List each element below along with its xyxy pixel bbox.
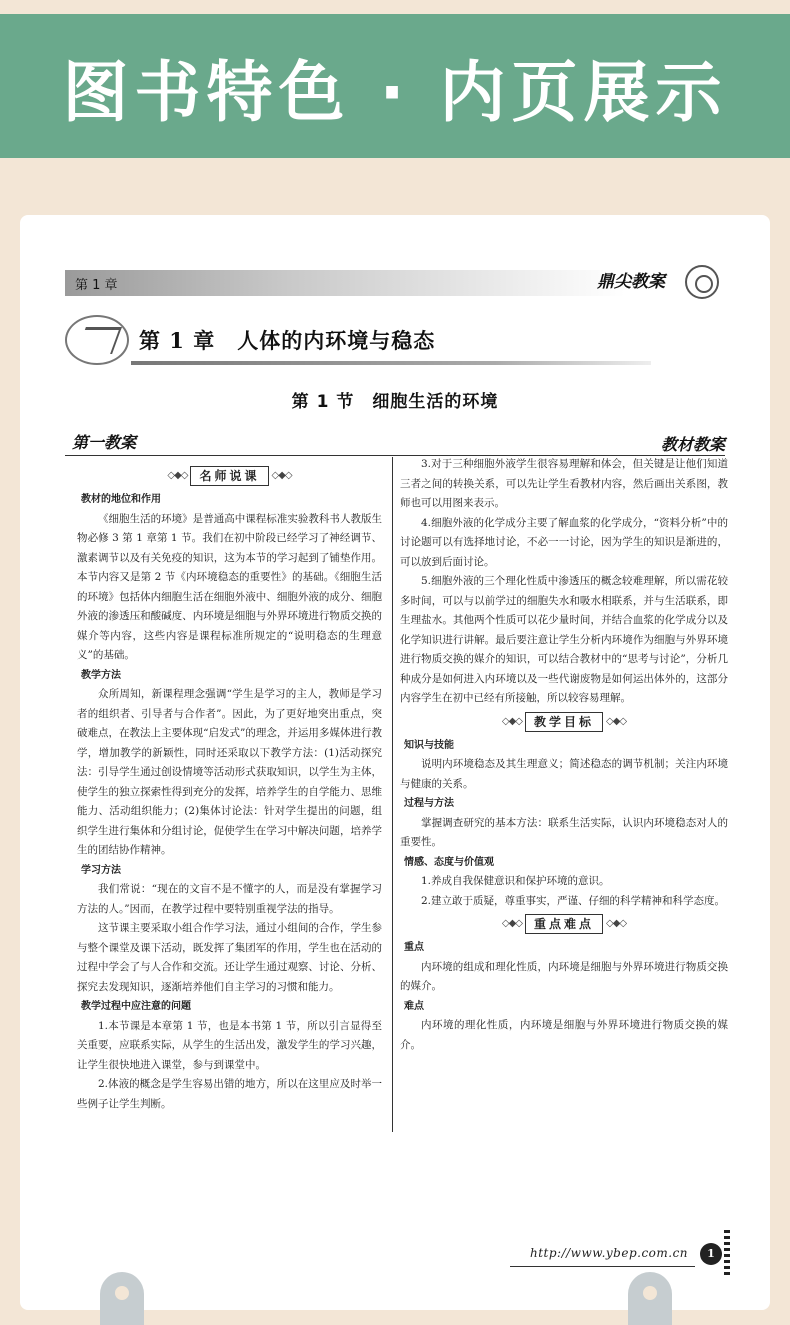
binder-ring-right: [628, 1272, 672, 1325]
paragraph: 3.对于三种细胞外液学生很容易理解和体会，但关键是让他们知道三者之间的转换关系，可以先让学生看教材内容，然后画出关系图，教师也可以用图来表示。: [400, 458, 728, 509]
subheading: 难点: [404, 1000, 424, 1012]
subheading: 教材的地位和作用: [81, 494, 161, 505]
subheading: 知识与技能: [404, 739, 454, 751]
paragraph: 《细胞生活的环境》是普通高中课程标准实验教科书人教版生物必修 3 第 1 章第 1 节。我们在初中阶段已经学习了神经调节、激素调节以及有关免疫的知识，这为本节的学习起到了铺垫作用。本节内容又是第 2 节《内环境稳态的重要性》的基础。《细胞生活的环境》包括体内细胞生活在细胞外液中、细胞外液的成分、细胞外液的渗透压和酸碱度、内环境是细胞与外界环境进行物质交换的媒介等内容，这些内容是课程标准所规定的“说明稳态的生理意义”的基础。: [77, 512, 382, 661]
paragraph: 1.本节课是本章第 1 节，也是本书第 1 节，所以引言显得至关重要，应联系实际，从学生的生活出发，激发学生的学习兴趣，让学生很快地进入课堂，参与到课堂中。: [77, 1019, 382, 1071]
paragraph: 这节课主要采取小组合作学习法，通过小组间的合作，学生参与整个课堂及课下活动，既发挥了集团军的作用，学生也在活动的过程中学会了与人合作和交流。还让学生通过观察、讨论、分析、探究去发现知识，逐渐培养他们自主学习的习惯和能力。: [77, 922, 382, 993]
paragraph: 掌握调查研究的基本方法：联系生活实际，认识内环境稳态对人的重要性。: [400, 816, 728, 848]
ornament-icon: ◇◆◇: [606, 918, 627, 930]
paragraph: 2.建立敢于质疑，尊重事实，严谨、仔细的科学精神和科学态度。: [421, 894, 726, 907]
section-box-heading: [400, 912, 728, 936]
record-icon: [685, 265, 719, 299]
section-box-heading: [400, 710, 728, 734]
left-column: [77, 463, 382, 1114]
running-head-bar: [65, 270, 625, 296]
subheading: 教学方法: [81, 669, 121, 681]
subheading: 重点: [404, 942, 424, 953]
paragraph: 4.细胞外液的化学成分主要了解血浆的化学成分，“资料分析”中的讨论题可以有选择地讨论，不必一一讨论，因为学生的知识是渐进的，可以放到后面讨论。: [400, 516, 728, 568]
subheading: 过程与方法: [404, 798, 454, 809]
paragraph: 2.体液的概念是学生容易出错的地方，所以在这里应及时举一些例子让学生判断。: [77, 1078, 382, 1110]
banner: [0, 14, 790, 158]
page-number: 1: [700, 1243, 722, 1265]
subheading: 学习方法: [81, 864, 121, 876]
binder-ring-left: [100, 1272, 144, 1325]
paragraph: 1.养成自我保健意识和保护环境的意识。: [421, 875, 610, 887]
ornament-icon: ◇◆◇: [501, 715, 522, 727]
ornament-icon: ◇◆◇: [271, 470, 292, 482]
paragraph: 说明内环境稳态及其生理意义；简述稳态的调节机制；关注内环境与健康的关系。: [400, 758, 728, 790]
book-page: [20, 215, 770, 1310]
box-heading-label: 教学目标: [525, 712, 603, 732]
box-heading-label: 名师说课: [190, 466, 268, 486]
running-head-chapter: 第 1 章: [75, 278, 118, 293]
paragraph: 内环境的组成和理化性质，内环境是细胞与外界环境进行物质交换的媒介。: [400, 960, 728, 992]
brand-logo: 鼎尖教案: [597, 272, 665, 292]
section-box-heading: [77, 464, 382, 488]
ornament-icon: ◇◆◇: [167, 470, 188, 482]
ornament-icon: ◇◆◇: [501, 918, 522, 930]
paragraph: 我们常说：“现在的文盲不是不懂字的人，而是没有掌握学习方法的人。”因而，在教学过程中要特别重视学法的指导。: [77, 883, 382, 915]
plan-label-left: 第一教案: [72, 433, 137, 452]
column-divider: [392, 457, 393, 1132]
plan-label-right: 教材教案: [660, 435, 725, 454]
chapter-underline: [131, 361, 651, 365]
edge-marks: [724, 1230, 730, 1278]
paragraph: 众所周知，新课程理念强调“学生是学习的主人，教师是学习者的组织者、引导者与合作者”。因此，为了更好地突出重点，突破难点，在教法上主要体现“启发式”的理念，并运用多媒体进行教学，增加教学的新颖性，同时还采取以下教学方法：(1)活动探究法：引导学生通过创设情境等活动形式获取知识，以学生为主体，使学生的独立探索性得到充分的发挥，培养学生的自学能力、思维能力、活动组织能力；(2)集体讨论法：针对学生提出的问题，组织学生进行集体和分组讨论，促使学生在学习中解决问题，培养学生的团结协作精神。: [77, 688, 382, 856]
footer-url: http://www.ybep.com.cn: [530, 1246, 689, 1260]
subheading: 情感、态度与价值观: [404, 856, 494, 868]
box-heading-label: 重点难点: [525, 914, 603, 934]
page-footer: [510, 1242, 730, 1270]
ornament-icon: ◇◆◇: [606, 715, 627, 727]
quill-icon: [65, 315, 129, 365]
section-title: 第 1 节 细胞生活的环境: [291, 392, 499, 412]
paragraph: 内环境的理化性质，内环境是细胞与外界环境进行物质交换的媒介。: [400, 1019, 728, 1051]
banner-title: 图书特色 · 内页展示: [62, 53, 728, 131]
running-head: [65, 267, 725, 301]
chapter-title: 第 1 章 人体的内环境与稳态: [139, 328, 436, 353]
footer-rule: [510, 1266, 695, 1267]
subheading: 教学过程中应注意的问题: [81, 1001, 191, 1012]
right-column: [400, 455, 728, 1055]
chapter-heading: [65, 315, 725, 371]
paragraph: 5.细胞外液的三个理化性质中渗透压的概念较难理解，所以需花较多时间，可以与以前学过的细胞失水和吸水相联系，并与生活联系，即生理盐水。其他两个性质可以花少量时间，并结合血浆的化学成分以及化学知识进行讲解。最后要注意让学生分析内环境作为细胞与外界环境进行物质交换的媒介的知识，可以结合教材中的“思考与讨论”，分析几种成分是如何进入内环境以及一些代谢废物是如何运出体外的，这部分内容学生在初中已经有所接触，所以较容易理解。: [400, 575, 728, 704]
